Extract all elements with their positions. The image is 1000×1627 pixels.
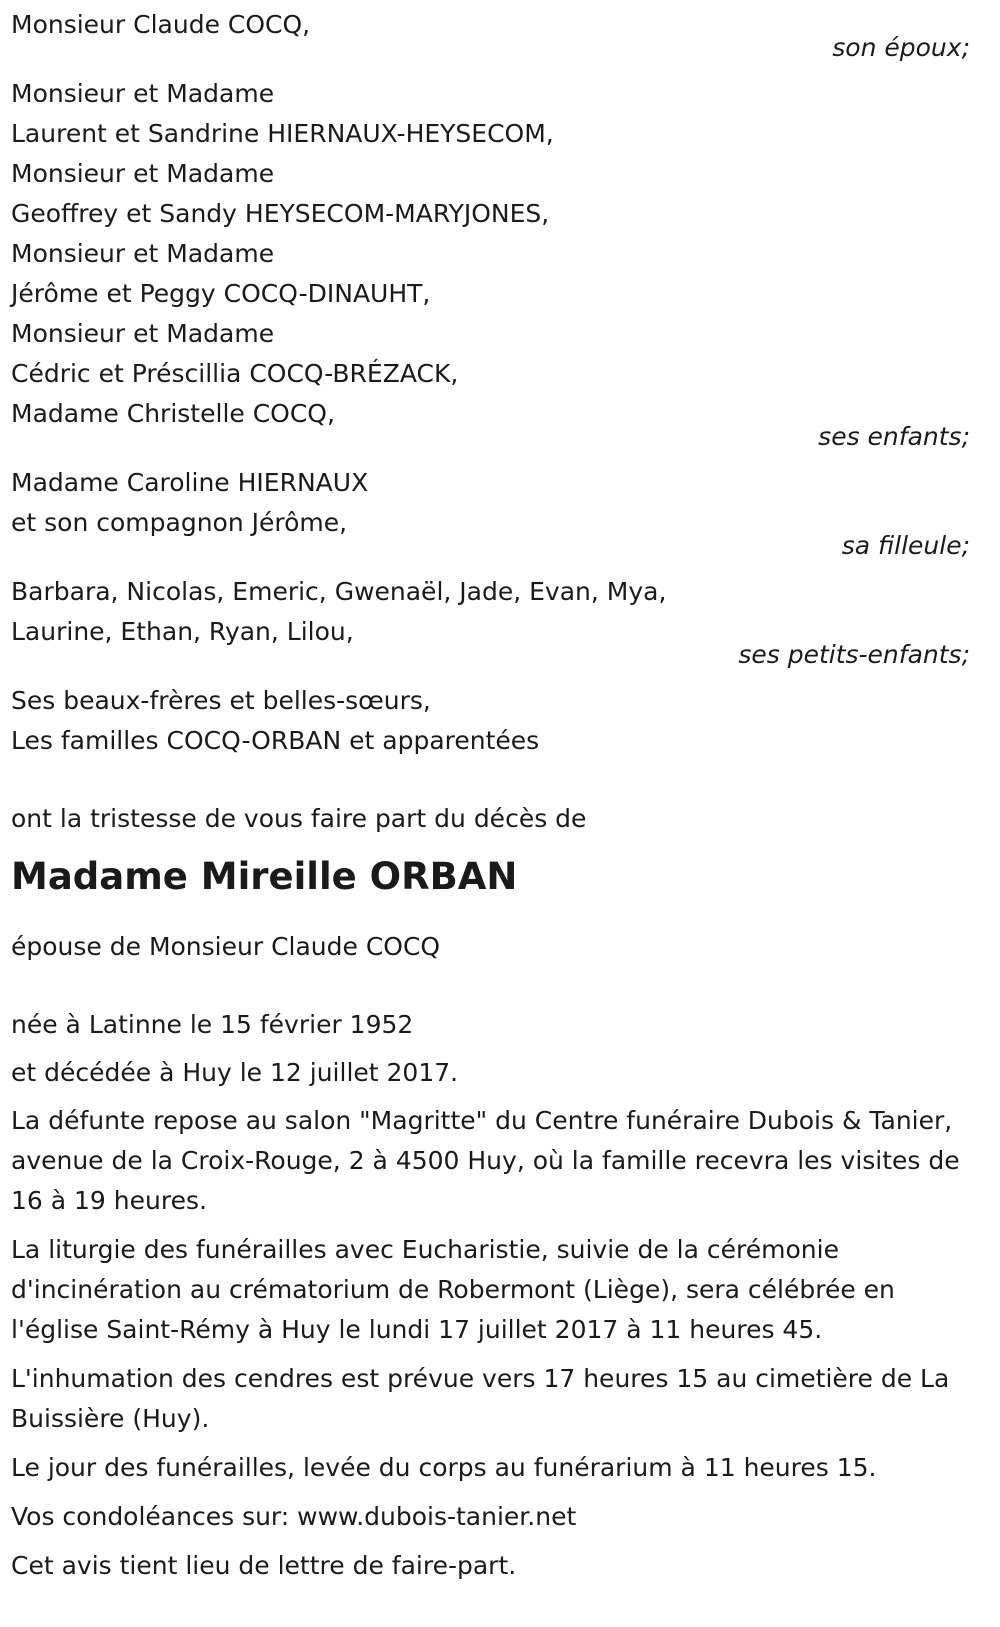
children-line: Laurent et Sandrine HIERNAUX-HEYSECOM, [11,119,554,148]
children-group [11,74,996,457]
condolences-paragraph: Vos condoléances sur: www.dubois-tanier.net [11,1502,577,1531]
children-role: ses enfants; [818,422,970,451]
funeral-day-paragraph: Le jour des funérailles, levée du corps au funérarium à 11 heures 15. [11,1453,877,1482]
grandchildren-group [11,572,996,675]
goddaughter-line: et son compagnon Jérôme, [11,508,348,537]
burial-paragraph: L'inhumation des cendres est prévue vers 17 heures 15 au cimetière de La Buissière (Huy). [11,1364,950,1433]
spouse-of-text: épouse de Monsieur Claude COCQ [11,932,441,961]
grandchildren-line: Laurine, Ethan, Ryan, Lilou, [11,617,354,646]
spacer [11,967,996,1005]
other-relatives-line: Les familles COCQ-ORBAN et apparentées [11,726,540,755]
goddaughter-group [11,463,996,566]
children-line: Monsieur et Madame [11,239,275,268]
goddaughter-line: Madame Caroline HIERNAUX [11,468,369,497]
children-line: Geoffrey et Sandy HEYSECOM-MARYJONES, [11,199,550,228]
notice-paragraph: Cet avis tient lieu de lettre de faire-part. [11,1551,517,1580]
other-relatives-line: Ses beaux-frères et belles-sœurs, [11,686,431,715]
liturgy-paragraph: La liturgie des funérailles avec Eucharistie, suivie de la cérémonie d'incinération au crématorium de Robermont (Liège), sera célébrée en l'église Saint-Rémy à Huy le lundi 17 juillet 2017 à 11 heures 45. [11,1235,895,1344]
death-text: et décédée à Huy le 12 juillet 2017. [11,1058,459,1087]
grandchildren-line: Barbara, Nicolas, Emeric, Gwenaël, Jade, Evan, Mya, [11,577,667,606]
children-line: Monsieur et Madame [11,159,275,188]
children-line: Cédric et Préscillia COCQ-BRÉZACK, [11,359,459,388]
children-line: Jérôme et Peggy COCQ-DINAUHT, [11,279,431,308]
birth-text: née à Latinne le 15 février 1952 [11,1010,414,1039]
children-line: Monsieur et Madame [11,79,275,108]
goddaughter-role: sa filleule; [841,531,970,560]
other-relatives-group [11,681,996,761]
announcement-text: ont la tristesse de vous faire part du décès de [11,804,587,833]
obituary-notice [11,5,996,1595]
children-line: Monsieur et Madame [11,319,275,348]
spouse-role: son époux; [832,33,970,62]
spacer [11,761,996,799]
spouse-line: Monsieur Claude COCQ, [11,10,311,39]
spouse-group [11,5,996,68]
grandchildren-role: ses petits-enfants; [738,640,970,669]
children-line: Madame Christelle COCQ, [11,399,335,428]
viewing-paragraph: La défunte repose au salon "Magritte" du Centre funéraire Dubois & Tanier, avenue de la Croix-Rouge, 2 à 4500 Huy, où la famille recevra les visites de 16 à 19 heures. [11,1106,960,1215]
deceased-name: Madame Mireille ORBAN [11,855,518,898]
